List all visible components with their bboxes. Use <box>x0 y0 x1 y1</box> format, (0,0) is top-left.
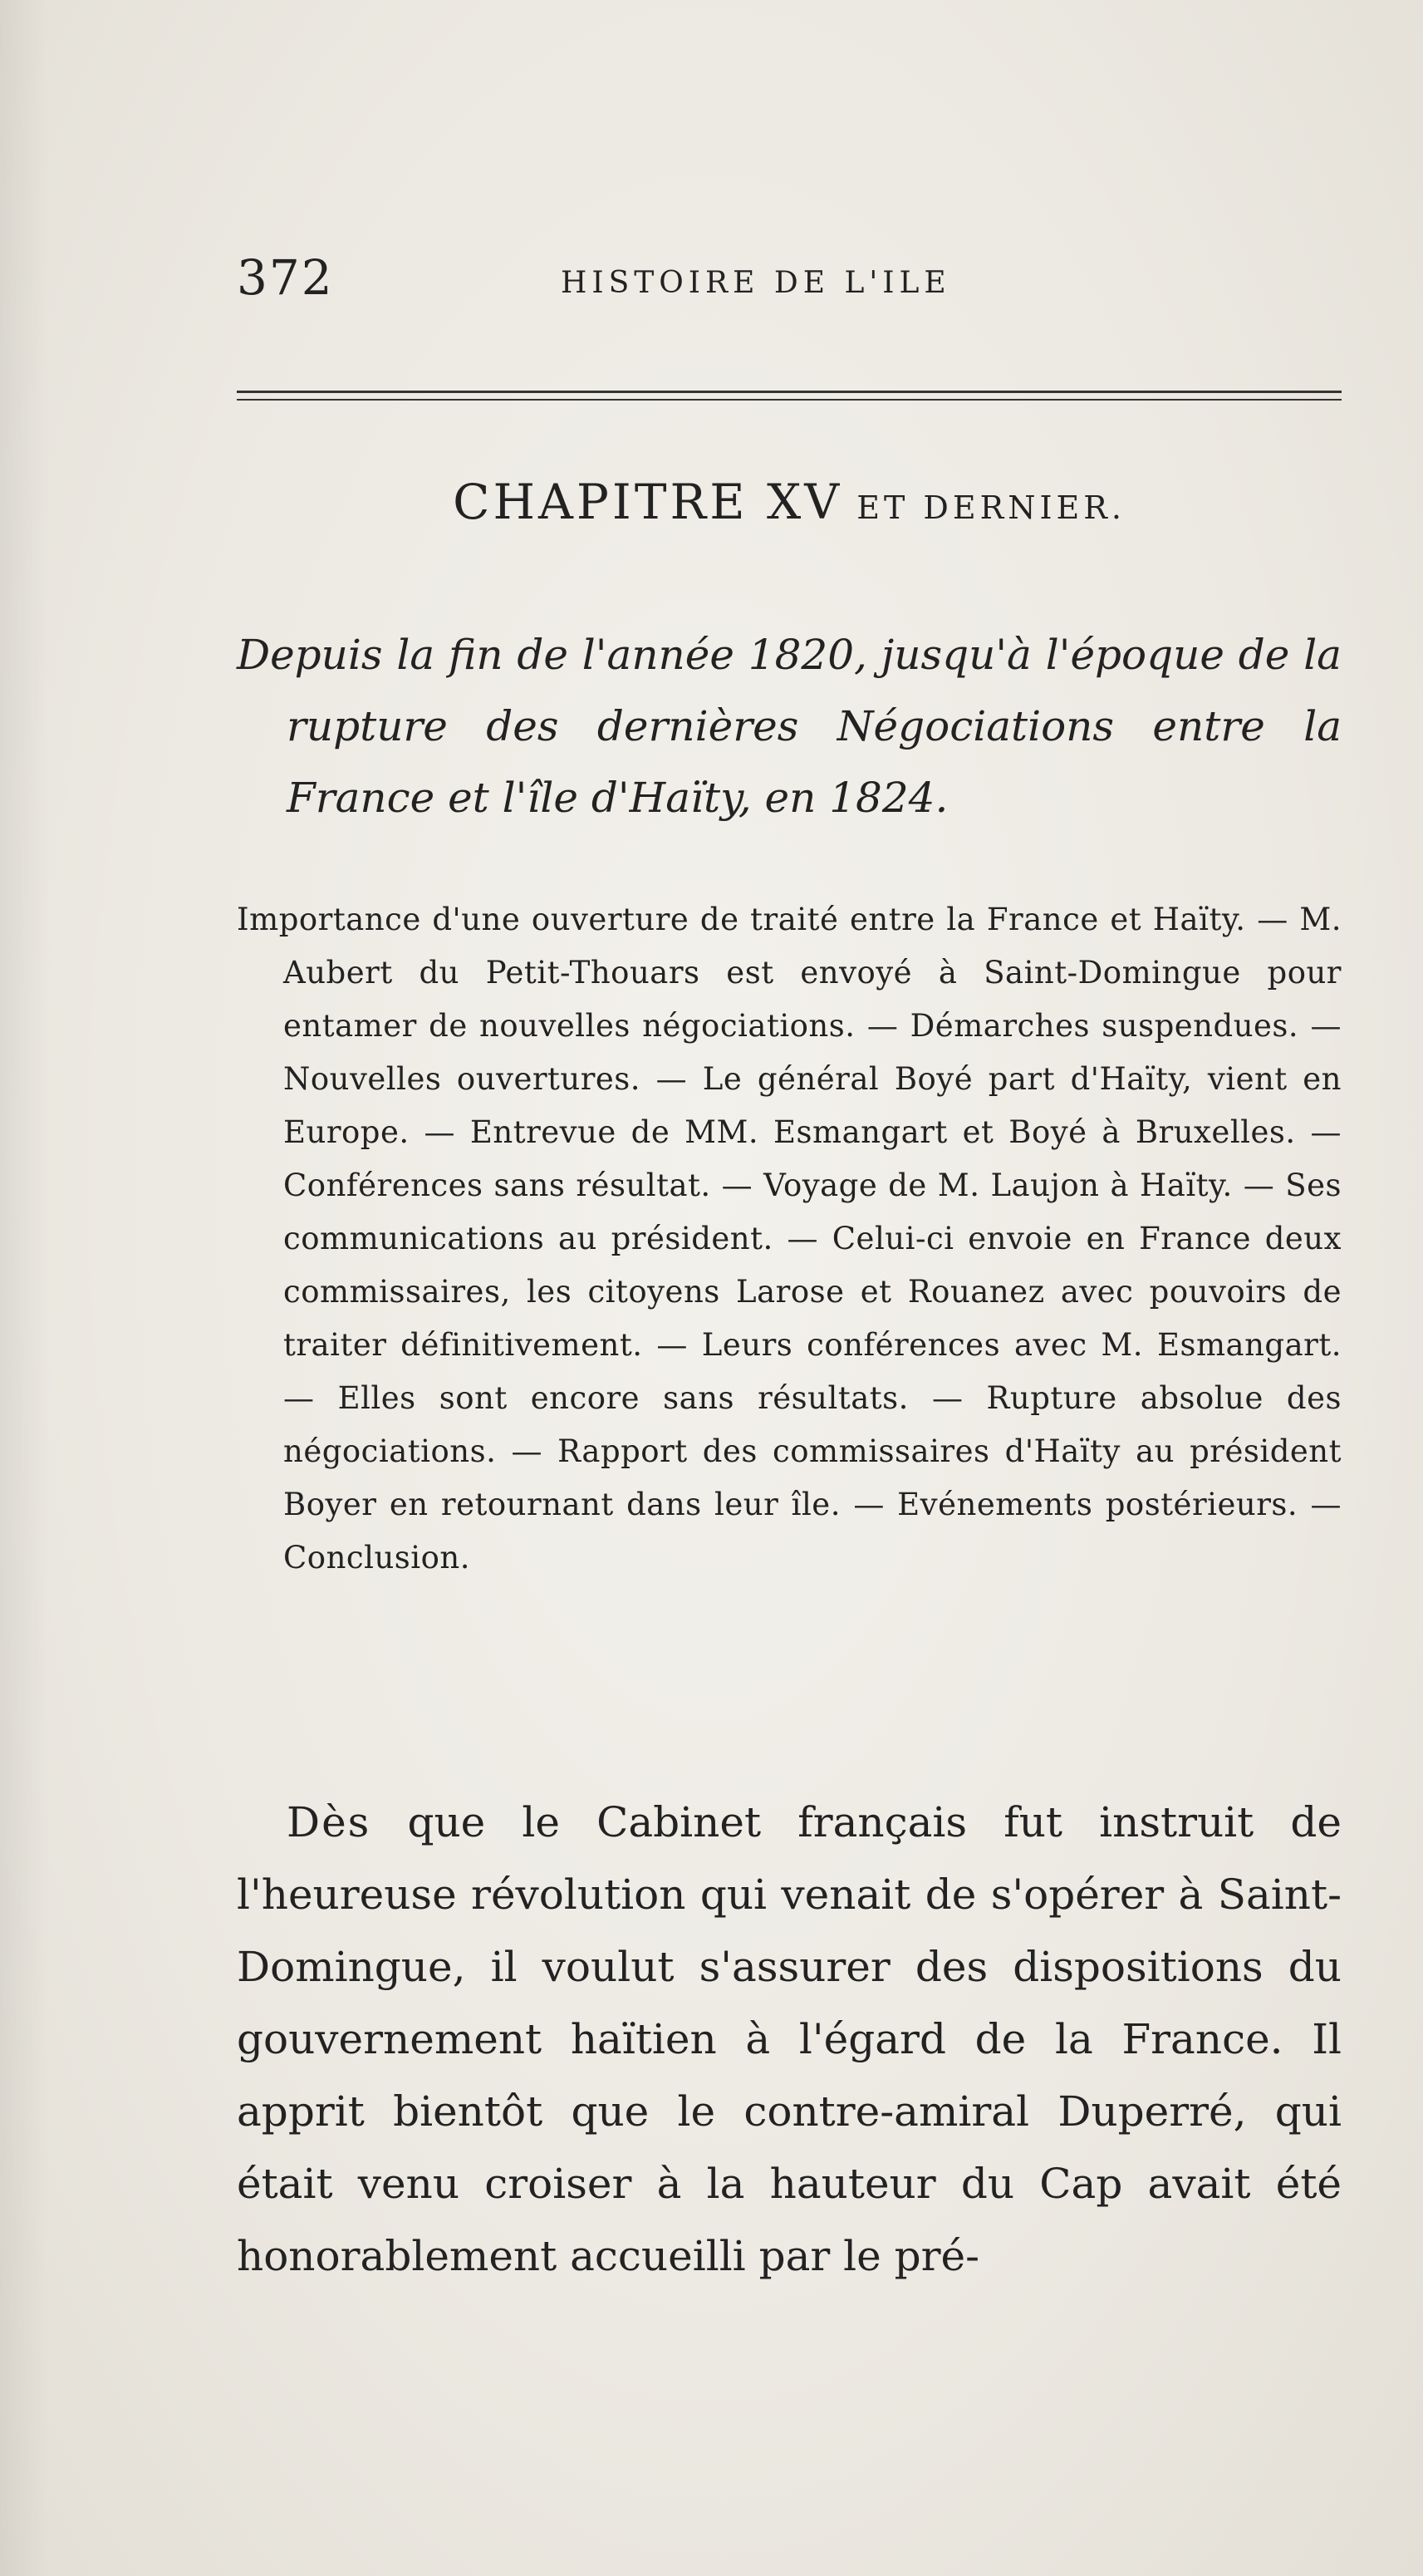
page-number: 372 <box>237 249 334 306</box>
chapter-title-small: ET DERNIER. <box>842 489 1126 526</box>
chapter-summary: Importance d'une ouverture de traité entre la France et Haïty. — M. Aubert du Petit-Thouars est envoyé à Saint-Domingue pour entamer de nouvelles négociations. — Démarches suspendues. — Nouvelles ouvertures. — Le général Boyé part d'Haïty, vient en Europe. — Entrevue de MM. Esmangart et Boyé à Bruxelles. — Conférences sans résultat. — Voyage de M. Laujon à Haïty. — Ses communications au président. — Celui-ci envoie en France deux commissaires, les citoyens Larose et Rouanez avec pouvoirs de traiter définitivement. — Leurs conférences avec M. Esmangart. — Elles sont encore sans résultats. — Rupture absolue des négociations. — Rapport des commissaires d'Haïty au président Boyer en retournant dans leur île. — Evénements postérieurs. — Conclusion. <box>237 902 1342 1576</box>
running-head: HISTOIRE DE L'ILE <box>561 266 951 300</box>
header-rule-thick <box>237 391 1342 393</box>
page-fold-shadow <box>0 0 50 2576</box>
chapter-title-main: CHAPITRE XV <box>453 474 843 530</box>
page-header <box>237 249 1342 316</box>
body-paragraph <box>237 1787 1342 2293</box>
header-rule-thin <box>237 399 1342 401</box>
chapter-subtitle: Depuis la fin de l'année 1820, jusqu'à l'époque de la rupture des dernières Négociations entre la France et l'île d'Haïty, en 1824. <box>237 631 1342 822</box>
body-text: que le Cabinet français fut instruit de l'heureuse révolution qui venait de s'opérer à Saint-Domingue, il voulut s'assurer des dispositions du gouvernement haïtien à l'égard de la France. Il apprit bientôt que le contre-amiral Duperré, qui était venu croiser à la hauteur du Cap avait été honorablement accueilli par le pré- <box>237 1798 1342 2280</box>
chapter-title <box>237 474 1342 530</box>
body-first-word: Dès <box>287 1798 371 1846</box>
